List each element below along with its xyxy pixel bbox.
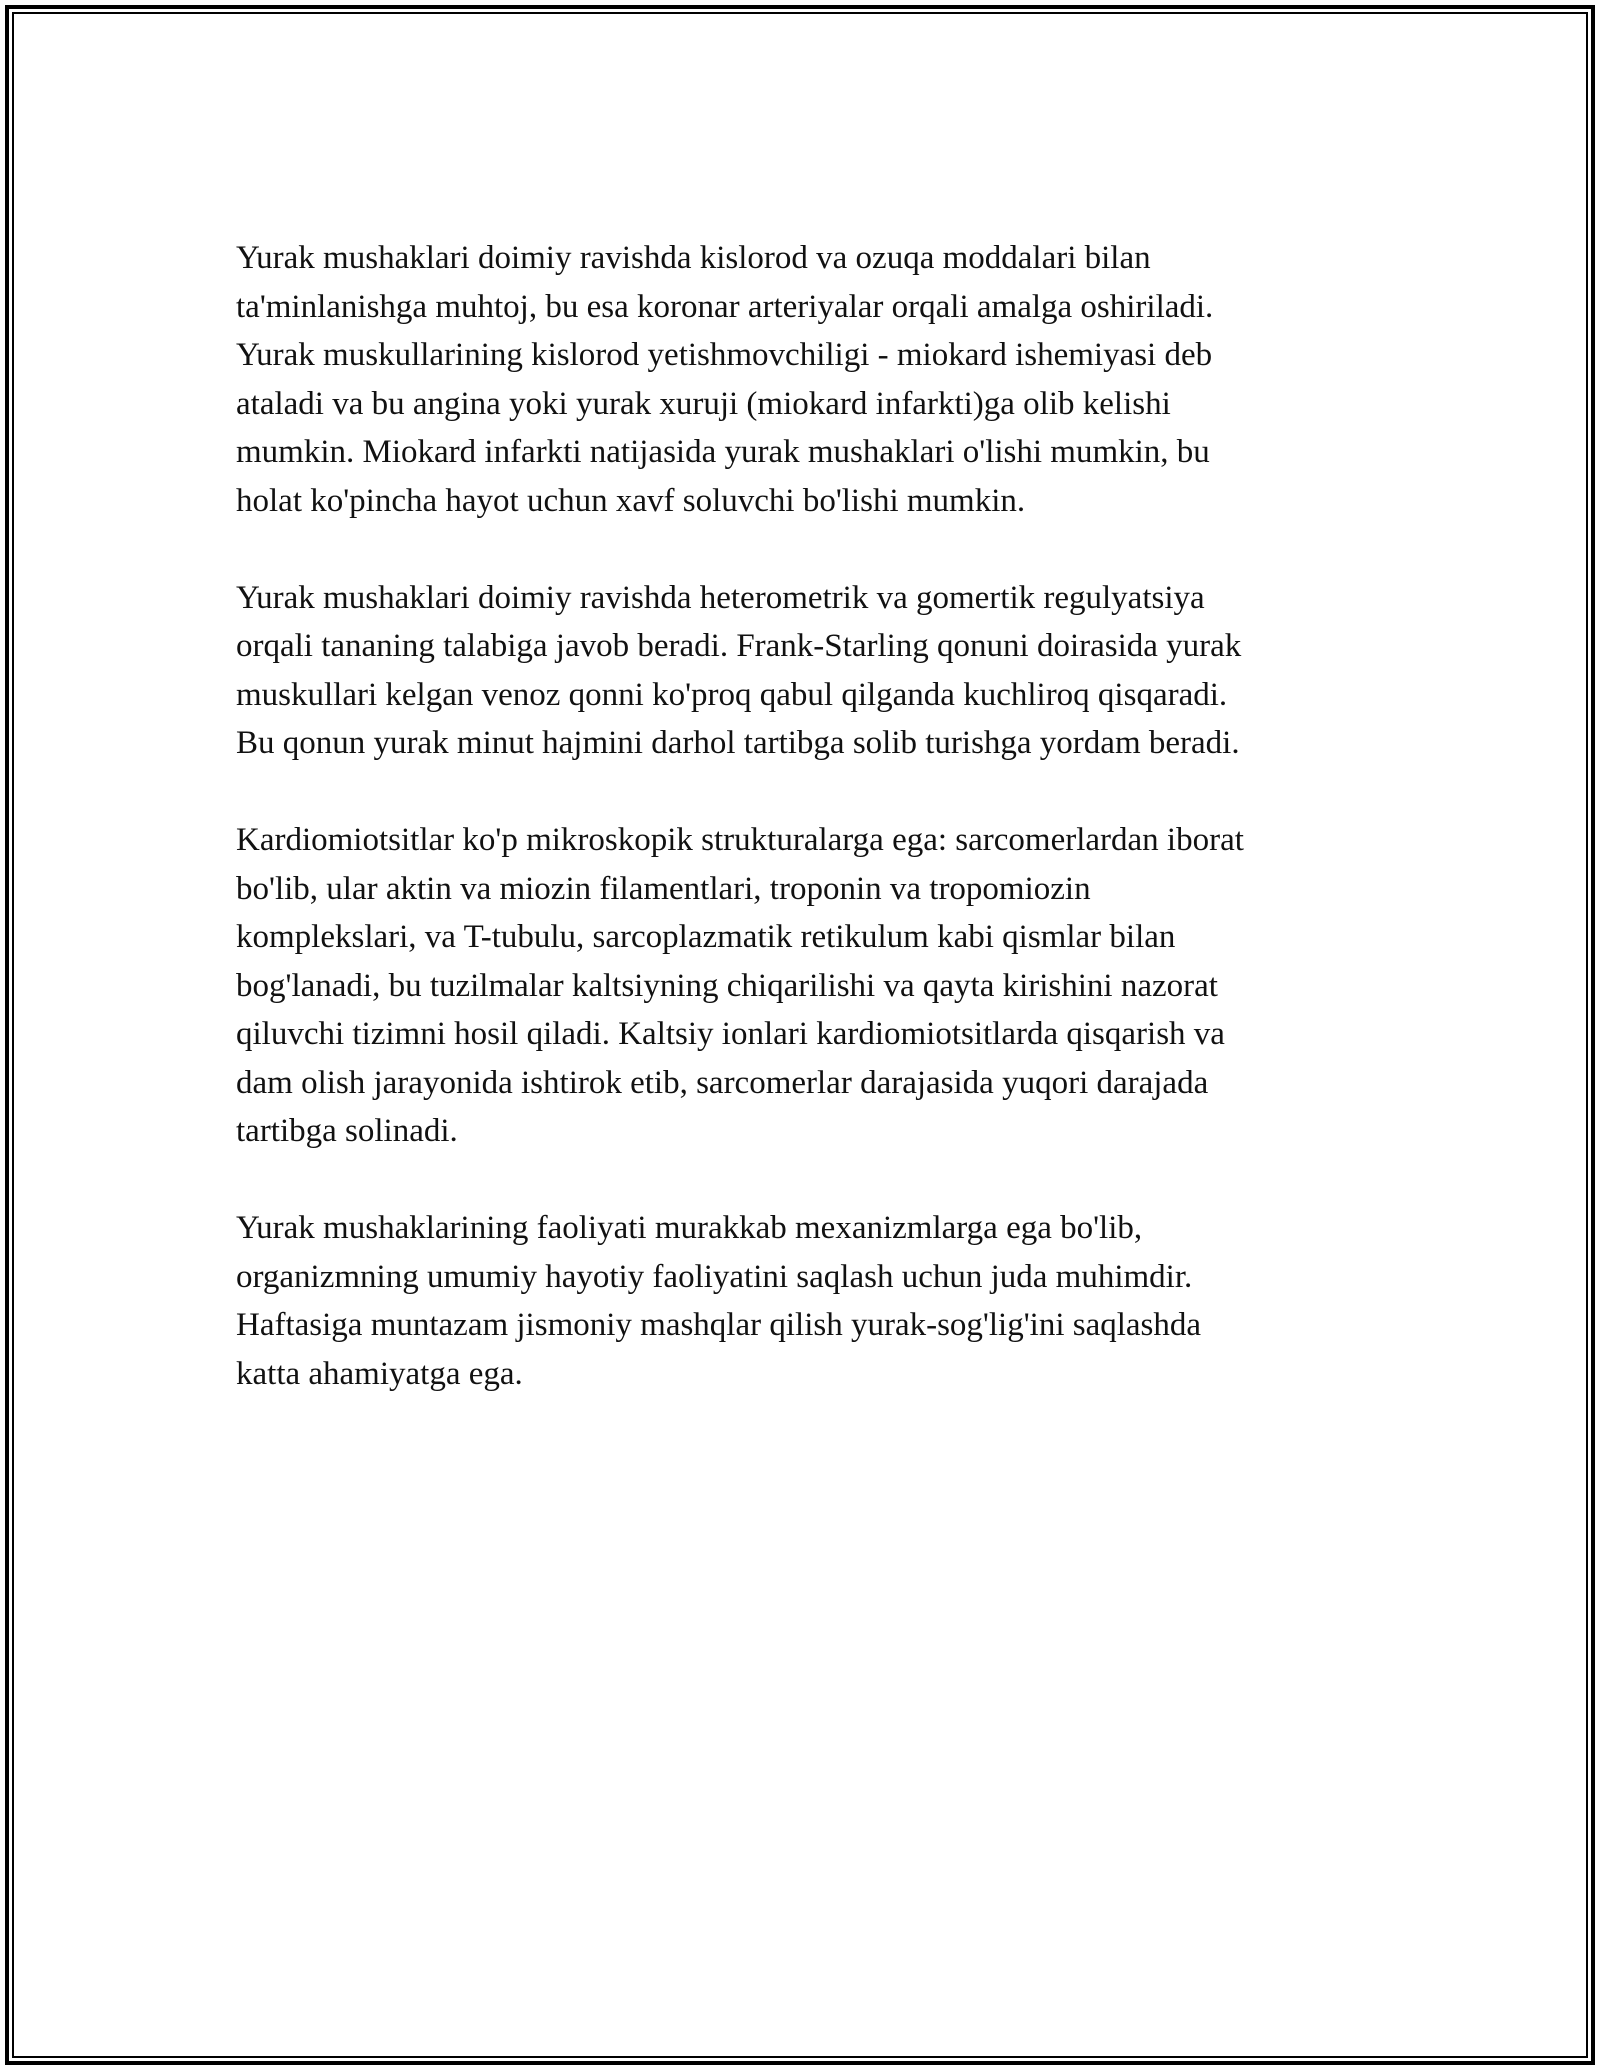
text-line: mumkin. Miokard infarkti natijasida yurak mushaklari o'lishi mumkin, bu: [236, 434, 1210, 470]
text-line: bo'lib, ular aktin va miozin filamentlari, troponin va tropomiozin: [236, 870, 1091, 907]
text-line: Kardiomiotsitlar ko'p mikroskopik strukturalarga ega: sarcomerlardan iborat: [236, 822, 1244, 858]
text-line: qiluvchi tizimni hosil qiladi. Kaltsiy ionlari kardiomiotsitlarda qisqarish va: [236, 1016, 1225, 1052]
text-line: bog'lanadi, bu tuzilmalar kaltsiyning chiqarilishi va qayta kirishini nazorat: [236, 967, 1218, 1004]
text-line: ataladi va bu angina yoki yurak xuruji (miokard infarkti)ga olib kelishi: [236, 385, 1171, 422]
paragraph-1: [236, 234, 1376, 525]
text-line: komplekslari, va T-tubulu, sarcoplazmatik retikulum kabi qismlar bilan: [236, 919, 1176, 955]
text-line: orqali tananing talabiga javob beradi. Frank-Starling qonuni doirasida yurak: [236, 628, 1242, 664]
text-line: Yurak mushaklari doimiy ravishda heterometrik va gomertik regulyatsiya: [236, 579, 1205, 616]
text-line: Yurak muskullarining kislorod yetishmovchiligi - miokard ishemiyasi deb: [236, 337, 1213, 373]
text-line: Yurak mushaklarining faoliyati murakkab mexanizmlarga ega bo'lib,: [236, 1210, 1143, 1246]
text-line: Yurak mushaklari doimiy ravishda kislorod va ozuqa moddalari bilan: [236, 240, 1151, 276]
paragraph-4: [236, 1204, 1376, 1398]
paragraph-2: [236, 574, 1376, 768]
text-line: Haftasiga muntazam jismoniy mashqlar qilish yurak-sog'lig'ini saqlashda: [236, 1307, 1202, 1343]
text-line: katta ahamiyatga ega.: [236, 1355, 523, 1392]
text-line: muskullari kelgan venoz qonni ko'proq qabul qilganda kuchliroq qisqaradi.: [236, 676, 1228, 713]
document-body: [236, 234, 1376, 1447]
text-line: Bu qonun yurak minut hajmini darhol tartibga solib turishga yordam beradi.: [236, 725, 1240, 761]
text-line: organizmning umumiy hayotiy faoliyatini saqlash uchun juda muhimdir.: [236, 1258, 1193, 1295]
text-line: ta'minlanishga muhtoj, bu esa koronar arteriyalar orqali amalga oshiriladi.: [236, 288, 1214, 325]
paragraph-3: [236, 816, 1376, 1156]
text-line: dam olish jarayonida ishtirok etib, sarcomerlar darajasida yuqori darajada: [236, 1064, 1209, 1101]
text-line: tartibga solinadi.: [236, 1113, 458, 1149]
text-line: holat ko'pincha hayot uchun xavf soluvchi bo'lishi mumkin.: [236, 482, 1026, 519]
